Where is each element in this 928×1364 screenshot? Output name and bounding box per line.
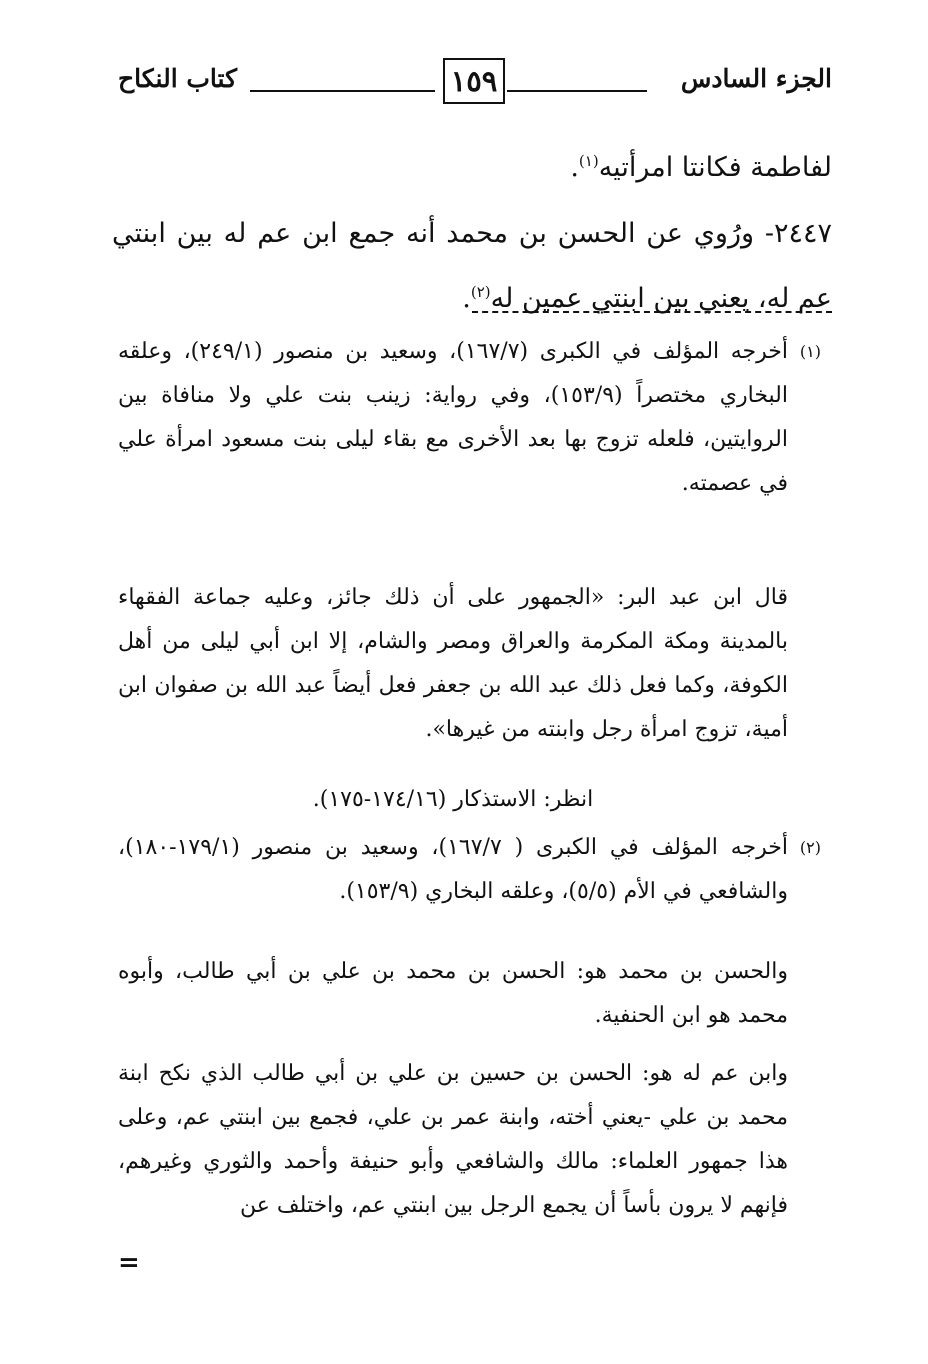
footnote-1-quote (118, 554, 788, 774)
footnote-2-text: أخرجه المؤلف في الكبرى ( ١٦٧/٧)، وسعيد بن منصور (١٧٩/١-١٨٠)، والشافعي في الأم (٥/٥)، وعلقه البخاري (١٥٣/٩). (118, 835, 788, 904)
hadith-2447 (112, 205, 832, 328)
main-text (112, 132, 832, 328)
footnote-1-text: أخرجه المؤلف في الكبرى (١٦٧/٧)، وسعيد بن منصور (٢٤٩/١)، وعلقه البخاري مختصراً (١٥٣/٩)، وفي رواية: زينب بنت علي ولا منافاة بين الروايتين، فلعله تزوج بها بعد الأخرى مع بقاء ليلى بنت مسعود امرأة علي في عصمته. (118, 339, 788, 496)
main-line-1-end: . (570, 152, 579, 183)
hadith-text: ٢٤٤٧- ورُوي عن الحسن بن محمد أنه جمع ابن عم له بين ابنتي عم له، يعني بين ابنتي عمين له (112, 218, 832, 314)
page-header (118, 62, 832, 110)
footnote-1-marker: (١) (799, 342, 821, 361)
footnote-2-para-3-text: وابن عم له هو: الحسن بن حسين بن علي بن أبي طالب الذي نكح ابنة محمد بن علي -يعني أخته، وابنة عمر بن علي، فجمع بين ابنتي عم، وعلى هذا جمهور العلماء: مالك والشافعي وأبو حنيفة وأحمد والثوري وغيرهم، فإنهم لا يرون بأساً أن يجمع الرجل بين ابنتي عم، واختلف عن (118, 1061, 788, 1218)
continuation-mark: = (118, 1248, 140, 1278)
footnote-1-quote-text: قال ابن عبد البر: «الجمهور على أن ذلك جائز، وعليه جماعة الفقهاء بالمدينة ومكة المكرمة والعراق ومصر والشام، إلا ابن أبي ليلى من أهل الكوفة، وكما فعل ذلك عبد الله بن جعفر فعل أيضاً عبد الله بن صفوان ابن أمية، تزوج امرأة رجل وابنته من غيرها». (118, 585, 788, 742)
footnote-2-para-2-text: والحسن بن محمد هو: الحسن بن محمد بن علي بن أبي طالب، وأبوه محمد هو ابن الحنفية. (118, 959, 788, 1028)
page-number: ١٥٩ (443, 58, 505, 104)
main-line-1-text: لفاطمة فكانتا امرأتيه (598, 152, 832, 183)
footnote-ref-2: (٢) (470, 283, 491, 301)
part-title: الجزء السادس (680, 64, 832, 93)
footnote-ref-1: (١) (578, 152, 599, 170)
footnote-1-see-text: انظر: الاستذكار (١٧٤/١٦-١٧٥). (312, 787, 594, 812)
footnote-2 (118, 826, 821, 914)
footnote-2-para-3 (118, 1030, 788, 1250)
book-title: كتاب النكاح (118, 64, 237, 93)
hadith-end: . (462, 283, 471, 314)
header-rule-left (250, 90, 435, 92)
footnote-1-see (118, 778, 788, 822)
header-rule-right (507, 90, 647, 92)
main-line-1 (112, 132, 832, 197)
footnote-divider (472, 311, 832, 313)
footnote-2-marker: (٢) (799, 838, 821, 857)
footnote-1 (118, 330, 821, 506)
